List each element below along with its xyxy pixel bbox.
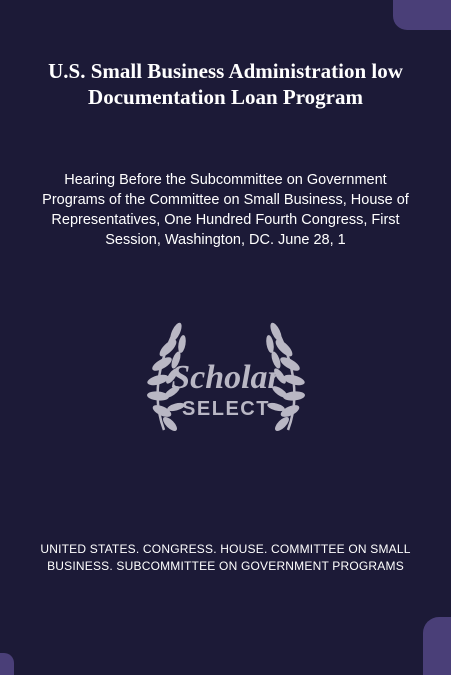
book-author: UNITED STATES. CONGRESS. HOUSE. COMMITTEE ON SMALL BUSINESS. SUBCOMMITTEE ON GOVERNMENT PROGRAMS — [40, 542, 411, 573]
scholar-select-laurel-logo — [142, 318, 310, 440]
corner-tab-top-right — [393, 0, 451, 30]
corner-tab-bottom-left — [0, 653, 14, 675]
logo-scholar-text: Scholar — [171, 359, 281, 396]
book-title: U.S. Small Business Administration low Documentation Loan Program — [48, 59, 403, 109]
corner-tab-bottom-right — [423, 617, 451, 675]
book-subtitle: Hearing Before the Subcommittee on Government Programs of the Committee on Small Business, House of Representatives, One Hundred Fourth Congress, First Session, Washington, DC. June 28, 1 — [42, 172, 409, 248]
logo-select-text: SELECT — [182, 398, 270, 420]
